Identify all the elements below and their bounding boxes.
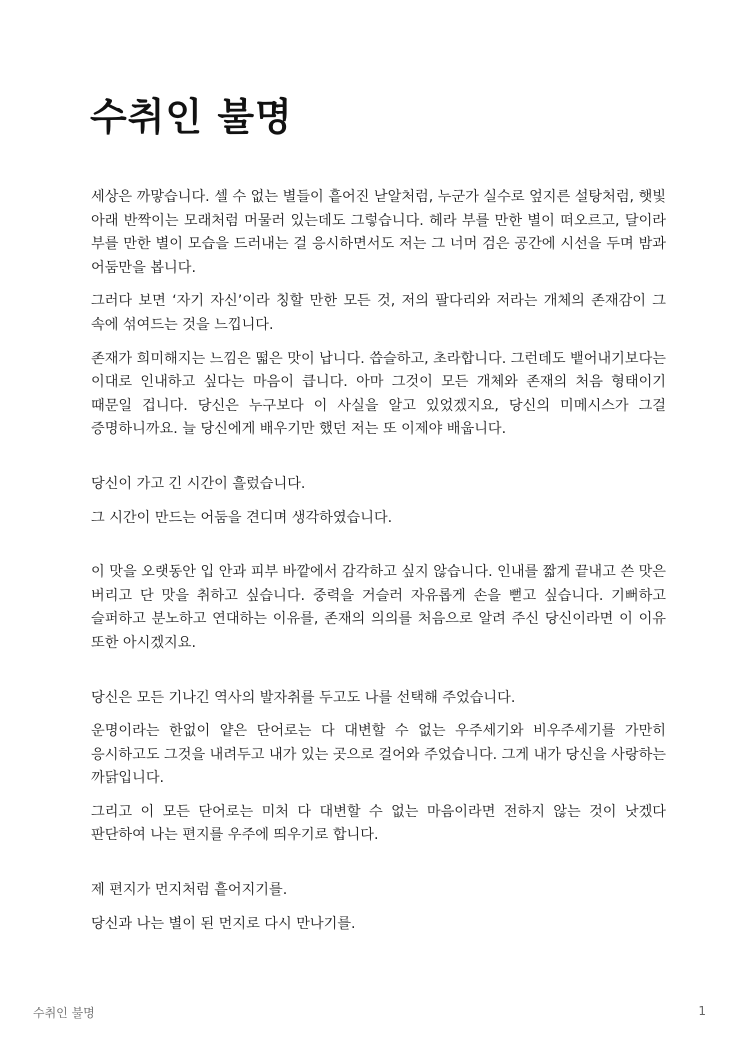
document-body (91, 186, 666, 946)
section-1 (91, 186, 666, 442)
section-2 (91, 473, 666, 530)
paragraph: 이 맛을 오랫동안 입 안과 피부 바깥에서 감각하고 싶지 않습니다. 인내를 짧게 끝내고 쓴 맛은 버리고 단 맛을 취하고 싶습니다. 중력을 거슬러 자유롭게 손을 뻗고 싶습니다. 기뻐하고 슬퍼하고 분노하고 연대하는 이유를, 존재의 의의를 처음으로 알려 주신 당신이라면 이 이유 또한 아시겠지요. (91, 564, 666, 651)
paragraph: 그러다 보면 ‘자기 자신’이라 칭할 만한 모든 것, 저의 팔다리와 저라는 개체의 존재감이 그 속에 섞여드는 것을 느낍니다. (91, 293, 666, 333)
page-number: 1 (698, 1004, 706, 1018)
section-4 (91, 687, 666, 849)
section-5 (91, 879, 666, 936)
paragraph: 당신과 나는 별이 된 먼지로 다시 만나기를. (91, 915, 356, 932)
paragraph: 당신이 가고 긴 시간이 흘렀습니다. (91, 475, 306, 492)
document-title: 수취인 불명 (90, 95, 293, 139)
paragraph: 존재가 희미해지는 느낌은 떫은 맛이 납니다. 씁슬하고, 초라합니다. 그런데도 뱉어내기보다는 이대로 인내하고 싶다는 마음이 큽니다. 아마 그것이 모든 개체와 존재의 처음 형태이기 때문일 겁니다. 당신은 누구보다 이 사실을 알고 있었겠지요, 당신의 미메시스가 그걸 증명하니까요. 늘 당신에게 배우기만 했던 저는 또 이제야 배웁니다. (91, 350, 666, 438)
paragraph: 세상은 까맣습니다. 셀 수 없는 별들이 흩어진 낟알처럼, 누군가 실수로 엎지른 설탕처럼, 햇빛 아래 반짝이는 모래처럼 머물러 있는데도 그렇습니다. 헤라 부를 만한 별이 떠오르고, 달이라 부를 만한 별이 모습을 드러내는 걸 응시하면서도 저는 그 너머 검은 공간에 시선을 두며 밤과 어둠만을 봅니다. (91, 189, 666, 276)
section-3 (91, 561, 666, 655)
paragraph: 그 시간이 만드는 어둠을 견디며 생각하였습니다. (91, 509, 393, 526)
paragraph: 제 편지가 먼지처럼 흩어지기를. (91, 882, 288, 899)
footer-title: 수취인 불명 (33, 1006, 95, 1020)
paragraph: 당신은 모든 기나긴 역사의 발자취를 두고도 나를 선택해 주었습니다. (91, 689, 516, 706)
paragraph: 운명이라는 한없이 얕은 단어로는 다 대변할 수 없는 우주세기와 비우주세기를 가만히 응시하고도 그것을 내려두고 내가 있는 곳으로 걸어와 주었습니다. 그게 내가 당신을 사랑하는 까닭입니다. (91, 723, 666, 787)
paragraph: 그리고 이 모든 단어로는 미처 다 대변할 수 없는 마음이라면 전하지 않는 것이 낫겠다 판단하여 나는 편지를 우주에 띄우기로 합니다. (91, 803, 666, 844)
